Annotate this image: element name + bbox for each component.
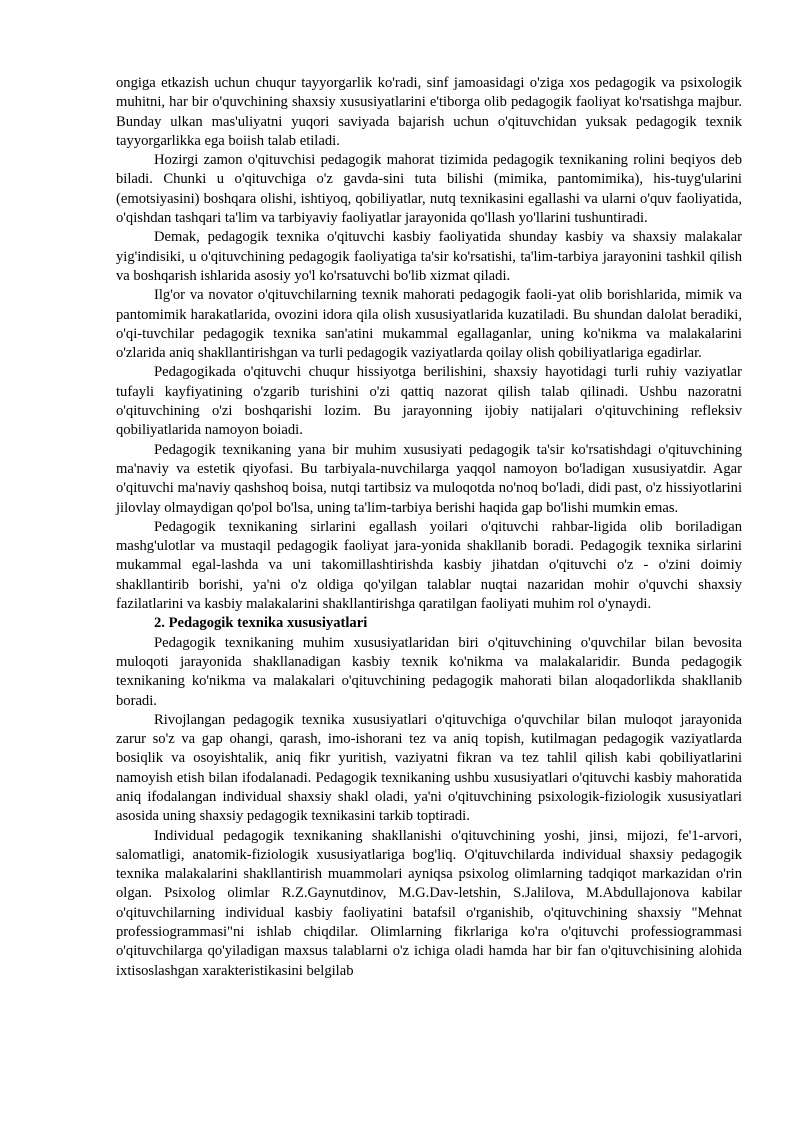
- paragraph: Pedagogik texnikaning sirlarini egallash yoilari o'qituvchi rahbar-ligida olib boriladigan mashg'ulotlar va mustaqil pedagogik faoliyat jara-yonida shakllanib boradi. Pedagogik texnika sirlarini mukammal egal-lashda va uni takomillashtirishda kasbiy jihatdan o'qituvchi o'z - o'zini doimiy shakllantirib borishi, ya'ni o'z oldiga qo'yilgan talablar nuqtai nazaridan mohir o'quvchi shaxsiy fazilatlarini va kasbiy malakalarini shakllantirishga qaratilgan faoliyati muhim rol o'ynaydi.: [116, 518, 742, 613]
- paragraph: Demak, pedagogik texnika o'qituvchi kasbiy faoliyatida shunday kasbiy va shaxsiy malakalar yig'indisiki, u o'qituvchining pedagogik faoliyatiga ta'sir ko'rsatishi, ta'lim-tarbiya jarayonini tashkil qilish va boshqarish ishlarida asosiy yo'l ko'rsatuvchi bo'lib xizmat qiladi.: [116, 229, 742, 284]
- paragraph: Pedagogik texnikaning muhim xususiyatlaridan biri o'qituvchining o'quvchilar bilan bevosita muloqoti jarayonida shakllanadigan kasbiy texnik ko'nikma va malakalaridir. Bunda pedagogik texnikaning ko'nikma va malakalari o'qituvchining pedagogik mahorati bilan aloqadorlikda shakllanib boradi.: [116, 634, 742, 709]
- section-heading: 2. Pedagogik texnika xususiyatlari: [154, 615, 368, 632]
- paragraph: Ilg'or va novator o'qituvchilarning texnik mahorati pedagogik faoli-yat olib borishlarida, mimik va pantomimik harakatlarida, ovozini idora qila olish xususiyatlarida kuzatiladi. Bu shundan dalolat beradiki, o'qi-tuvchilar pedagogik texnika san'atini mukammal egallaganlar, uning ko'nikma va malakalarini o'zlarida aniq shakllantirishgan va turli pedagogik vaziyatlarda qoilay olish qobiliyatlariga egadirlar.: [116, 287, 742, 362]
- paragraph: Individual pedagogik texnikaning shakllanishi o'qituvchining yoshi, jinsi, mijozi, fe'1-arvori, salomatligi, anatomik-fiziologik xususiyatlariga bog'liq. O'qituvchilarda individual shaxsiy pedagogik texnika malakalarini shakllantirish muammolari ayniqsa psixolog olimlarning tadqiqot markazidan o'rin olgan. Psixolog olimlar R.Z.Gaynutdinov, M.G.Dav-letshin, S.Jalilova, M.Abdullajonova kabilar o'qituvchilarning individual kasbiy faoliyatini batafsil o'rganishib, o'qituvchining shaxsiy "Mehnat professiogrammasi"ni ishlab chiqdilar. Olimlarning fikrlariga ko'ra o'qituvchi professiogrammasi o'qituvchilarga qo'yiladigan maxsus talablarni o'z ichiga oladi hamda har bir fan o'qituvchisining alohida ixtisoslashgan xarakteristikasini belgilab: [116, 827, 742, 979]
- paragraph: Hozirgi zamon o'qituvchisi pedagogik mahorat tizimida pedagogik texnikaning rolini beqiyos deb biladi. Chunki u o'qituvchiga o'z gavda-sini tuta bilishi (mimika, pantomimika), his-tuyg'ularini (emotsiyasini) boshqara olishi, ishtiyoq, qobiliyatlar, nutq texnikasini egallashi va ularni o'quv faoliyatida, o'qishdan tashqari ta'lim va tarbiyaviy faoliyatlar jarayonida qo'llash yo'llarini tushuntiradi.: [116, 152, 742, 227]
- paragraph: Pedagogik texnikaning yana bir muhim xususiyati pedagogik ta'sir ko'rsatishdagi o'qituvchining ma'naviy va estetik qiyofasi. Bu tarbiyala-nuvchilarga yaqqol namoyon bo'ladigan xususiyatdir. Agar o'qituvchi ma'naviy qashshoq boisa, nutqi tartibsiz va muloqotda no'noq bo'ladi, didi past, o'z hissiyotlarini jilovlay olmaydigan qo'pol bo'lsa, uning ta'lim-tarbiya berishi haqida gap bo'lishi mumkin emas.: [116, 441, 742, 516]
- paragraph: Rivojlangan pedagogik texnika xususiyatlari o'qituvchiga o'quvchilar bilan muloqot jarayonida zarur so'z va gap ohangi, qarash, imo-ishorani tez va aniq topish, kutilmagan pedagogik vaziyatlarda bosiqlik va osoyishtalik, aniq fikr yuritish, vaziyatni fikran va tez tahlil qilish kabi qobiliyatlarini namoyish etish bilan ifodalanadi. Pedagogik texnikaning ushbu xususiyatlari o'qituvchi kasbiy mahoratida aniq ifodalangan individual shaxsiy shakl oladi, ya'ni o'qituvchining psixologik-fiziologik xususiyatlari asosida uning shaxsiy pedagogik texnikasini tarkib toptiradi.: [116, 711, 742, 825]
- paragraph: Pedagogikada o'qituvchi chuqur hissiyotga berilishini, shaxsiy hayotidagi turli ruhiy vaziyatlar tufayli kayfiyatining o'zgarib turishini o'zi qattiq nazorat qilish talab qilinadi. Ushbu nazoratni o'qituvchining o'zi boshqarishi lozim. Bu jarayonning ijobiy natijalari o'qituvchining refleksiv qobiliyatlarida namoyon boiadi.: [116, 364, 742, 439]
- paragraph-continuation: ongiga etkazish uchun chuqur tayyorgarlik ko'radi, sinf jamoasidagi o'ziga xos pedagogik va psixologik muhitni, har bir o'quvchining shaxsiy xususiyatlarini e'tiborga olib pedagogik faoliyat ko'rsatishga majbur. Bunday ulkan mas'uliyatni yuqori saviyada bajarish uchun o'qituvchidan yuksak pedagogik texnik tayyorgarlikka ega boiish talab etiladi.: [116, 75, 742, 149]
- document-page: [116, 74, 742, 981]
